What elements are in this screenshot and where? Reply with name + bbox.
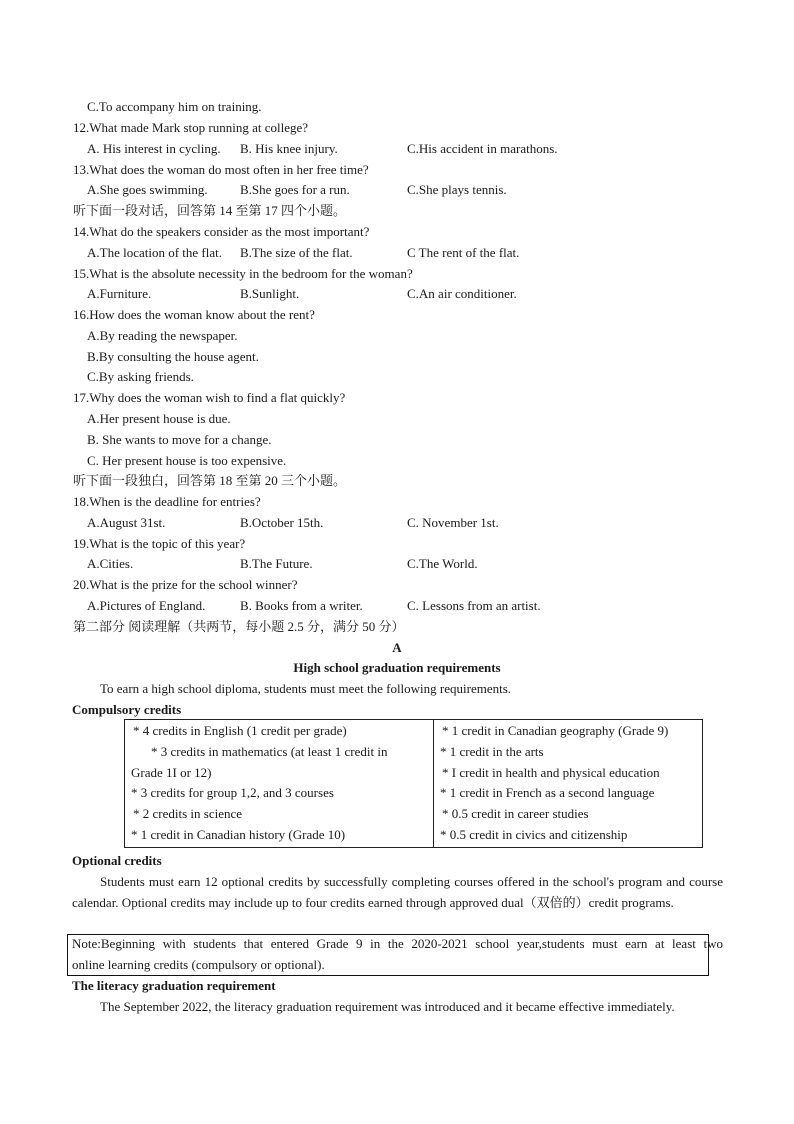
q20-option-c: C. Lessons from an artist. xyxy=(407,598,541,613)
compulsory-credits-table xyxy=(124,719,703,848)
passage-title: High school graduation requirements xyxy=(293,660,501,675)
instruction-14-17: 听下面一段对话，回答第 14 至第 17 四个小题。 xyxy=(73,203,347,218)
q14-option-c: C The rent of the flat. xyxy=(407,245,520,260)
question-14: 14.What do the speakers consider as the most important? xyxy=(73,224,370,239)
question-19: 19.What is the topic of this year? xyxy=(73,536,246,551)
literacy-heading: The literacy graduation requirement xyxy=(72,978,276,993)
credit-item: * 0.5 credit in civics and citizenship xyxy=(440,826,628,842)
q17-option-c: C. Her present house is too expensive. xyxy=(87,453,287,468)
compulsory-heading: Compulsory credits xyxy=(72,702,182,717)
q20-option-a: A.Pictures of England. xyxy=(87,598,206,613)
q20-option-b: B. Books from a writer. xyxy=(240,598,363,613)
credit-item: * I credit in health and physical education xyxy=(442,764,660,780)
q16-option-c: C.By asking friends. xyxy=(87,369,194,384)
passage-letter: A xyxy=(392,640,402,655)
q17-option-a: A.Her present house is due. xyxy=(87,411,231,426)
q15-option-a: A.Furniture. xyxy=(87,286,152,301)
q18-option-a: A.August 31st. xyxy=(87,515,166,530)
credits-right-column xyxy=(434,720,703,848)
q16-option-b: B.By consulting the house agent. xyxy=(87,349,259,364)
question-17: 17.Why does the woman wish to find a flat quickly? xyxy=(73,390,346,405)
optional-heading: Optional credits xyxy=(72,853,162,868)
note-line-1: Note:Beginning with students that entered Grade 9 in the 2020-2021 school year,students must earn at least two xyxy=(72,936,723,951)
credit-item: Grade 1I or 12) xyxy=(131,764,212,780)
q13-option-a: A.She goes swimming. xyxy=(87,182,208,197)
question-15: 15.What is the absolute necessity in the bedroom for the woman? xyxy=(73,266,413,281)
q16-option-a: A.By reading the newspaper. xyxy=(87,328,238,343)
q12-option-c: C.His accident in marathons. xyxy=(407,141,558,156)
instruction-18-20: 听下面一段独白，回答第 18 至第 20 三个小题。 xyxy=(73,473,347,488)
q14-option-b: B.The size of the flat. xyxy=(240,245,353,260)
credit-item: * 4 credits in English (1 credit per grade) xyxy=(133,723,347,738)
q15-option-b: B.Sunlight. xyxy=(240,286,300,301)
q13-option-c: C.She plays tennis. xyxy=(407,182,507,197)
credit-item: * 3 credits for group 1,2, and 3 courses xyxy=(131,785,334,801)
credit-item: * 0.5 credit in career studies xyxy=(442,806,589,822)
question-12: 12.What made Mark stop running at college? xyxy=(73,120,309,135)
reading-section-heading: 第二部分 阅读理解（共两节，每小题 2.5 分，满分 50 分） xyxy=(73,619,405,634)
question-20: 20.What is the prize for the school winner? xyxy=(73,577,298,592)
credits-left-column xyxy=(125,720,434,848)
q19-option-b: B.The Future. xyxy=(240,556,313,571)
q18-option-c: C. November 1st. xyxy=(407,515,499,530)
passage-intro: To earn a high school diploma, students must meet the following requirements. xyxy=(100,681,512,696)
note-line-2: online learning credits (compulsory or optional). xyxy=(72,957,325,972)
q12-option-a: A. His interest in cycling. xyxy=(87,141,221,156)
q19-option-a: A.Cities. xyxy=(87,556,134,571)
q19-option-c: C.The World. xyxy=(407,556,478,571)
literacy-paragraph: The September 2022, the literacy graduation requirement was introduced and it became effective immediately. xyxy=(100,999,675,1014)
optional-paragraph: Students must earn 12 optional credits by successfully completing courses offered in the school's program and course calendar. Optional credits may include up to four credits earned through approved dual（双倍的）credit programs. xyxy=(72,874,723,910)
credit-item: * 1 credit in Canadian geography (Grade 9) xyxy=(442,723,669,738)
q11-option-c: C.To accompany him on training. xyxy=(87,99,262,114)
credit-item: * 3 credits in mathematics (at least 1 credit in xyxy=(151,743,388,759)
credit-item: * 1 credit in the arts xyxy=(440,743,544,759)
q13-option-b: B.She goes for a run. xyxy=(240,182,350,197)
question-16: 16.How does the woman know about the rent? xyxy=(73,307,315,322)
question-18: 18.When is the deadline for entries? xyxy=(73,494,261,509)
credit-item: * 2 credits in science xyxy=(133,806,243,822)
q18-option-b: B.October 15th. xyxy=(240,515,324,530)
credit-item: * 1 credit in French as a second language xyxy=(440,785,655,801)
q12-option-b: B. His knee injury. xyxy=(240,141,338,156)
q14-option-a: A.The location of the flat. xyxy=(87,245,223,260)
question-13: 13.What does the woman do most often in her free time? xyxy=(73,162,369,177)
credit-item: * 1 credit in Canadian history (Grade 10) xyxy=(131,826,346,842)
q15-option-c: C.An air conditioner. xyxy=(407,286,517,301)
q17-option-b: B. She wants to move for a change. xyxy=(87,432,272,447)
